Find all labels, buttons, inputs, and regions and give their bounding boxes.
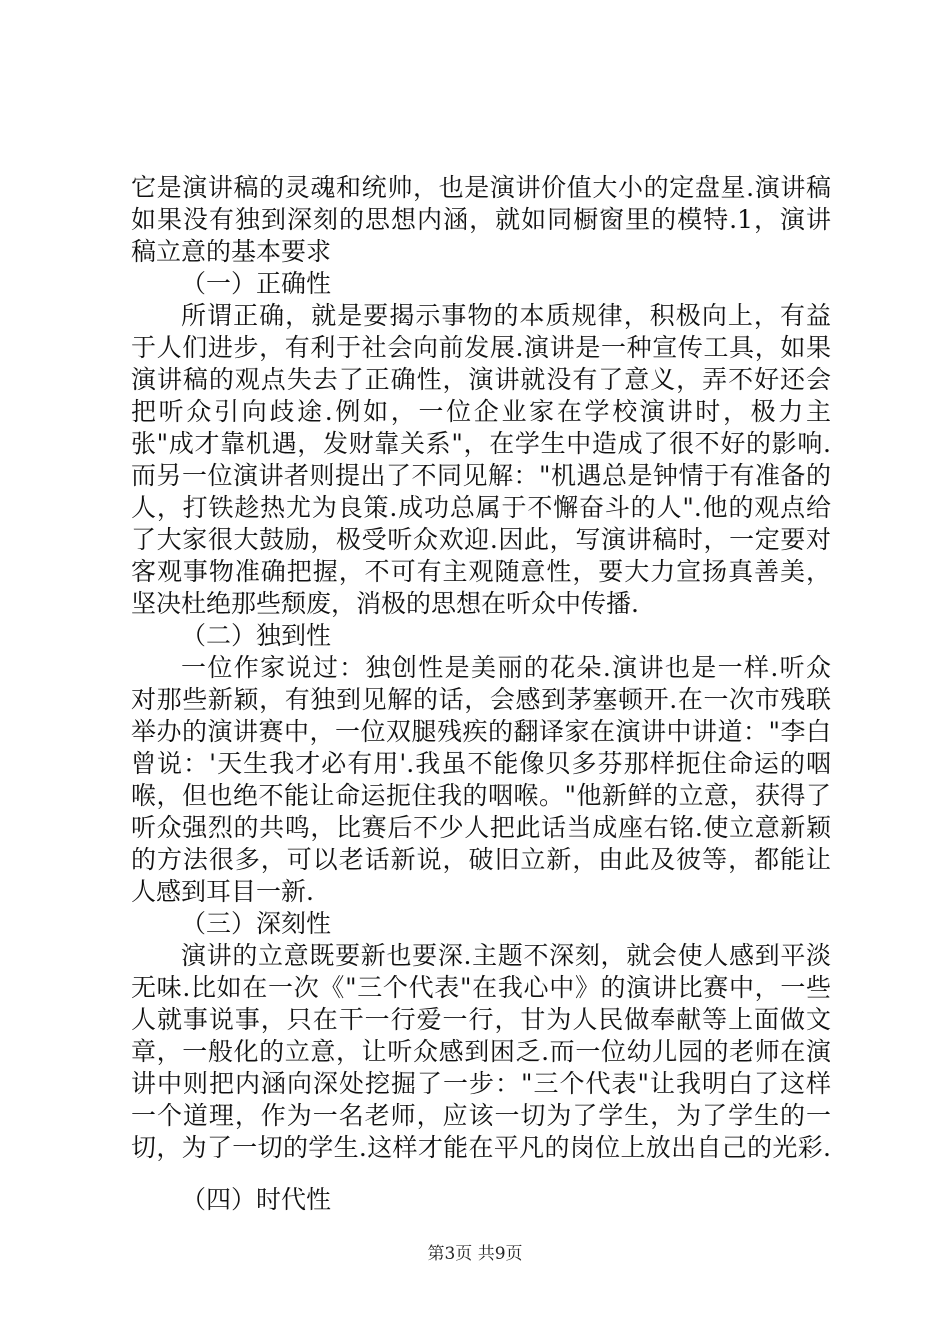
text-line: 它是演讲稿的灵魂和统帅，也是演讲价值大小的定盘星.演讲稿: [131, 173, 831, 202]
text-line: 一个道理，作为一名老师，应该一切为了学生，为了学生的一: [131, 1101, 831, 1130]
text-line: 把听众引向歧途.例如，一位企业家在学校演讲时，极力主: [131, 397, 831, 426]
text-line: 而另一位演讲者则提出了不同见解："机遇总是钟情于有准备的: [131, 461, 831, 490]
section-heading: （四）时代性: [181, 1185, 332, 1214]
paragraph-last-line: 人感到耳目一新.: [131, 877, 314, 906]
text-line: 如果没有独到深刻的思想内涵，就如同橱窗里的模特.1，演讲: [131, 205, 831, 234]
text-line: 曾说：'天生我才必有用'.我虽不能像贝多芬那样扼住命运的咽: [131, 749, 831, 778]
text-line: 客观事物准确把握，不可有主观随意性，要大力宣扬真善美，: [131, 557, 831, 586]
paragraph-last-line: 坚决杜绝那些颓废，消极的思想在听众中传播.: [131, 589, 639, 618]
paragraph-first-line: 所谓正确，就是要揭示事物的本质规律，积极向上，有益: [181, 301, 831, 330]
text-line: 于人们进步，有利于社会向前发展.演讲是一种宣传工具，如果: [131, 333, 831, 362]
text-line: 对那些新颖，有独到见解的话，会感到茅塞顿开.在一次市残联: [131, 685, 831, 714]
text-line: 讲中则把内涵向深处挖掘了一步："三个代表"让我明白了这样: [131, 1069, 831, 1098]
text-line: 人就事说事，只在干一行爱一行，甘为人民做奉献等上面做文: [131, 1005, 831, 1034]
text-line: 喉，但也绝不能让命运扼住我的咽喉。"他新鲜的立意，获得了: [131, 781, 831, 810]
section-heading: （三）深刻性: [181, 909, 332, 938]
page-number-footer: 第3页 共9页: [427, 1244, 523, 1264]
section-heading: （二）独到性: [181, 621, 332, 650]
text-line: 人，打铁趁热尤为良策.成功总属于不懈奋斗的人".他的观点给: [131, 493, 831, 522]
text-line: 章，一般化的立意，让听众感到困乏.而一位幼儿园的老师在演: [131, 1037, 831, 1066]
text-line: 切，为了一切的学生.这样才能在平凡的岗位上放出自己的光彩.: [131, 1133, 831, 1162]
text-line: 听众强烈的共鸣，比赛后不少人把此话当成座右铭.使立意新颖: [131, 813, 831, 842]
paragraph-last-line: 稿立意的基本要求: [131, 237, 332, 266]
document-body: [131, 172, 831, 1216]
section-heading: （一）正确性: [181, 269, 332, 298]
text-line: 张"成才靠机遇，发财靠关系"，在学生中造成了很不好的影响.: [131, 429, 831, 458]
text-line: 演讲稿的观点失去了正确性，演讲就没有了意义，弄不好还会: [131, 365, 831, 394]
paragraph-first-line: 一位作家说过：独创性是美丽的花朵.演讲也是一样.听众: [181, 653, 831, 682]
text-line: 的方法很多，可以老话新说，破旧立新，由此及彼等，都能让: [131, 845, 831, 874]
paragraph-first-line: 演讲的立意既要新也要深.主题不深刻，就会使人感到平淡: [181, 941, 831, 970]
text-line: 举办的演讲赛中，一位双腿残疾的翻译家在演讲中讲道："李白: [131, 717, 831, 746]
text-line: 了大家很大鼓励，极受听众欢迎.因此，写演讲稿时，一定要对: [131, 525, 831, 554]
text-line: 无味.比如在一次《"三个代表"在我心中》的演讲比赛中，一些: [131, 973, 831, 1002]
